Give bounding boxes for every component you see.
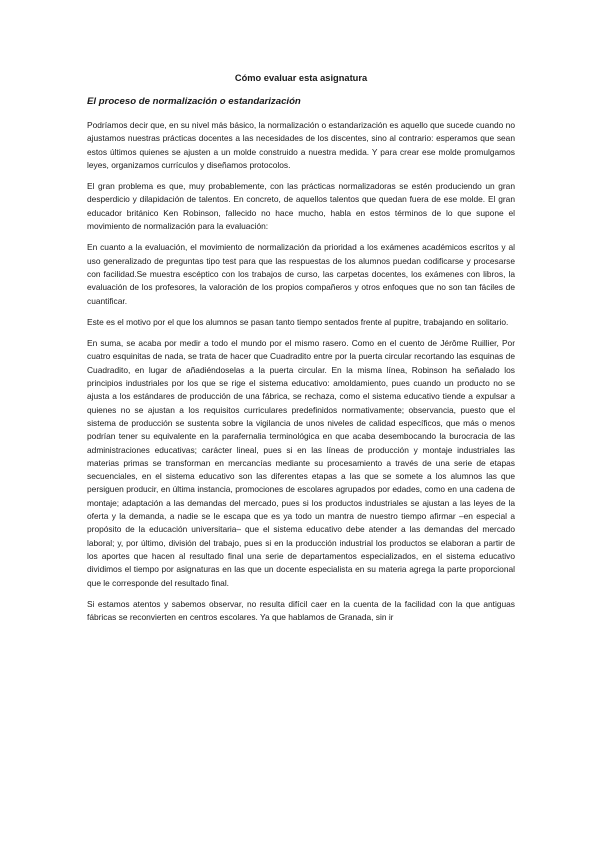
paragraph: El gran problema es que, muy probablemente, con las prácticas normalizadoras se estén produciendo un gran desperdicio y dilapidación de talentos. En concreto, de aquellos talentos que quedan fuera de ese molde. El gran educador británico Ken Robinson, fallecido no hace mucho, habla en estos términos de lo que supone el movimiento de normalización para la evaluación: — [87, 181, 515, 232]
paragraph: En suma, se acaba por medir a todo el mundo por el mismo rasero. Como en el cuento de Jérôme Ruillier, Por cuatro esquinitas de nada, se trata de hacer que Cuadradito entre por la puerta circular recortando las esquinas de Cuadradito, en lugar de añadiéndoselas a la puerta circular. En la misma línea, Robinson ha señalado los principios industriales por los que se rige el sistema educativo: amoldamiento, pues cuando un producto no se ajusta a los estándares de producción de una fábrica, se rechaza, como el sistema educativo tiende a expulsar a quienes no se ajustan a los requisitos curriculares predefinidos normativamente; observancia, puesto que el sistema de producción se sustenta sobre la vigilancia de unos niveles de calidad específicos, que más o menos podrían tener su equivalente en la parafernalia terminológica en que acaba desembocando la burocracia de las administraciones educativas; carácter lineal, pues si en las líneas de producción y montaje industriales las materias primas se transforman en mercancías mediante su procesamiento a través de una serie de etapas secuenciales, en el sistema educativo son las diferentes etapas a las que se somete a los alumnos las que persiguen producir, en última instancia, promociones de escolares agrupados por edades, como en una cadena de montaje; adaptación a las demandas del mercado, pues si los productos industriales se ajustan a las leyes de la oferta y la demanda, a nadie se le escapa que es ya todo un mantra de nuestro tiempo afirmar –en especial a propósito de la educación universitaria– que el sistema educativo debe atender a las demandas del mercado laboral; y, por último, división del trabajo, pues si en la producción industrial los productos se elaboran a partir de los aportes que hacen al resultado final una serie de departamentos especializados, en el sistema educativo dividimos el tiempo por asignaturas en las que un docente especialista en su materia agrega la parte proporcional que le corresponde del resultado final. — [87, 338, 515, 588]
page-content — [87, 72, 515, 632]
section-heading: El proceso de normalización o estandarización — [87, 96, 301, 107]
paragraph: Podríamos decir que, en su nivel más básico, la normalización o estandarización es aquello que sucede cuando no ajustamos nuestras prácticas docentes a las necesidades de los discentes, sino al contrario: esperamos que sean estos últimos quienes se ajusten a un molde construido a nuestra medida. Y para crear ese molde promulgamos leyes, organizamos currículos y diseñamos protocolos. — [87, 120, 515, 170]
paragraph: Si estamos atentos y sabemos observar, no resulta difícil caer en la cuenta de la facilidad con la que antiguas fábricas se reconvierten en centros escolares. Ya que hablamos de Granada, sin ir — [87, 598, 515, 623]
quote-paragraph: Este es el motivo por el que los alumnos se pasan tanto tiempo sentados frente al pupitre, trabajando en solitario. — [87, 316, 509, 327]
document-title: Cómo evaluar esta asignatura — [234, 73, 368, 83]
quote-paragraph: En cuanto a la evaluación, el movimiento de normalización da prioridad a los exámenes académicos escritos y al uso generalizado de preguntas tipo test para que las respuestas de los alumnos puedan codificarse y procesarse con facilidad.Se muestra escéptico con los trabajos de curso, las carpetas docentes, los exámenes con libros, la evaluación de los profesores, la valoración de los propios compañeros y otros enfoques que no son tan fáciles de cuantificar. — [87, 242, 515, 306]
